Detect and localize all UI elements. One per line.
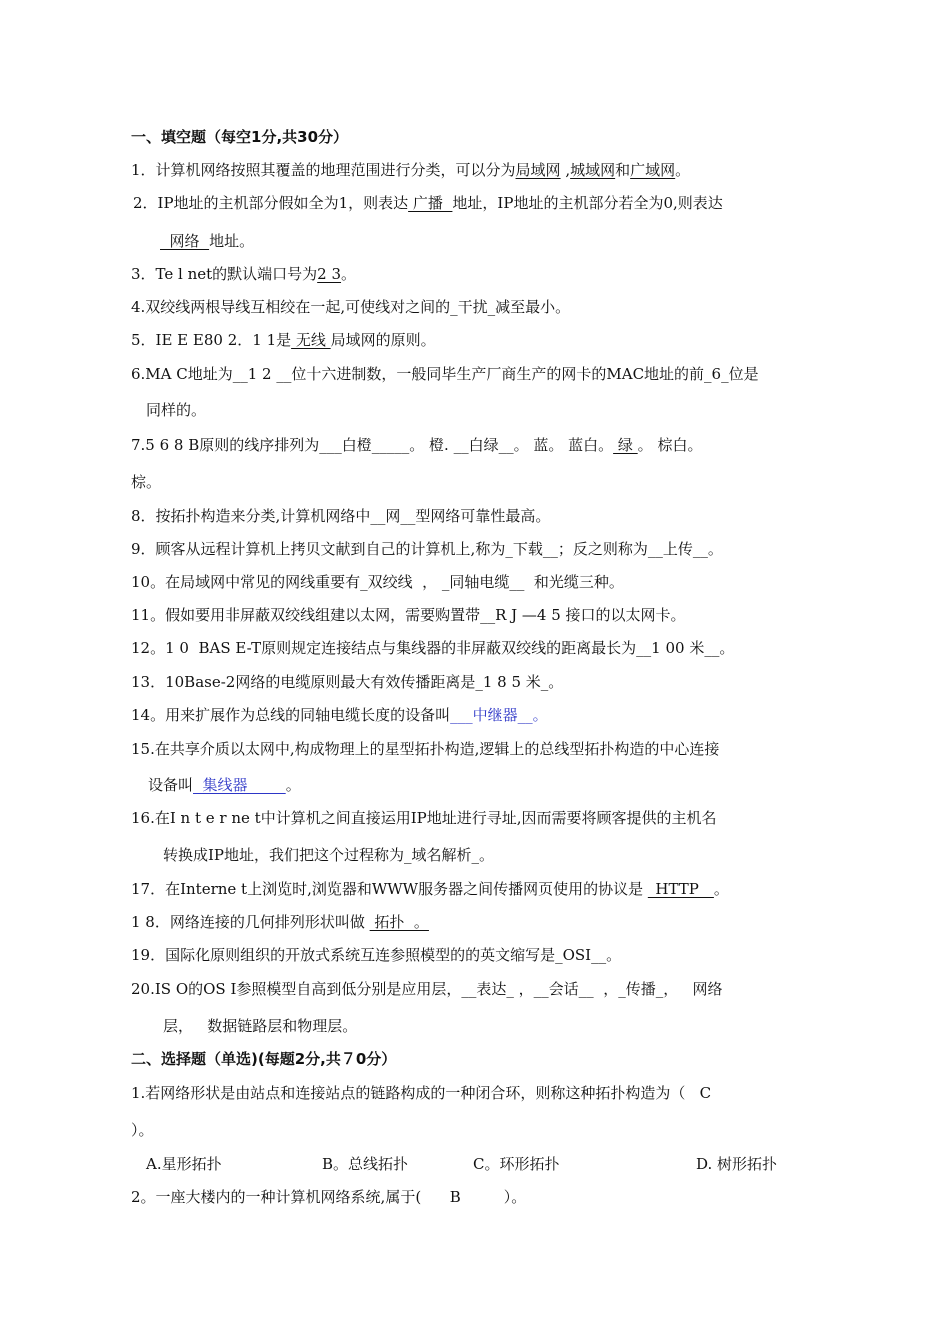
question-12: 12。1 0 BAS E-T原则规定连接结点与集线器的非屏蔽双绞线的距离最长为__1 00 米__。 <box>131 639 735 657</box>
question-13: 13．10Base-2网络的电缆原则最大有效传播距离是_1 8 5 米_。 <box>131 673 564 691</box>
question-3 <box>131 264 356 284</box>
question-15: 15.在共享介质以太网中,构成物理上的星型拓扑构造,逻辑上的总线型拓扑构造的中心连接 <box>131 740 720 758</box>
q14-answer: ___中继器__。 <box>450 706 548 724</box>
q15-end: 。 <box>285 776 301 794</box>
q1-end: 。 <box>675 161 691 179</box>
section1-title: 一、填空题（每空1分,共30分） <box>131 128 349 146</box>
question-7-cont: 棕。 <box>131 473 162 491</box>
question-20: 20.IS O的OS I参照模型自高到低分别是应用层，__表达_ ，__会话__ ，_传播_， 网络 <box>131 980 723 998</box>
q1-and: 和 <box>615 161 631 179</box>
q1-answer-lan: 局域网 <box>515 161 561 179</box>
choice-question-1-cont: ）。 <box>131 1121 154 1139</box>
choice-option-c: C。环形拓扑 <box>473 1155 560 1173</box>
q1-answer-man: 城域网 <box>570 161 616 179</box>
question-18 <box>131 912 429 932</box>
question-8: 8．按拓扑构造来分类,计算机网络中__网__型网络可靠性最高。 <box>131 507 551 525</box>
q5-end: 局域网的原则。 <box>330 331 436 349</box>
q7-answer: 绿 <box>613 436 638 454</box>
question-16: 16.在I n t e r ne t中计算机之间直接运用IP地址进行寻址,因而需要将顾客提供的主机名 <box>131 809 717 827</box>
question-6: 6.MA C地址为__1 2 __位十六进制数，一般同毕生产厂商生产的网卡的MAC地址的前_6_位是 <box>131 365 759 383</box>
q18-text: 1 8．网络连接的几何排列形状叫做 <box>131 913 370 931</box>
q7-text: 7.5 6 8 B原则的线序排列为___白橙_____。 橙. __白绿__。 蓝。 蓝白。 <box>131 436 614 454</box>
question-19: 19．国际化原则组织的开放式系统互连参照模型的的英文缩写是_OSI__。 <box>131 946 622 964</box>
q3-text: 3．Te l net的默认端口号为 <box>131 265 318 283</box>
q2-text: 2．IP地址的主机部分假如全为1，则表达 <box>133 194 409 212</box>
choice-question-2: 2。一座大楼内的一种计算机网络系统,属于( B ）。 <box>131 1188 527 1206</box>
q2-end: 地址。 <box>209 232 255 250</box>
q17-text: 17．在Interne t上浏览时,浏览器和WWW服务器之间传播网页使用的协议是 <box>131 880 648 898</box>
q3-answer: 2 3 <box>317 265 342 283</box>
q1-sep: , <box>560 161 571 179</box>
q2-text-mid: 地址，IP地址的主机部分若全为0,则表达 <box>452 194 723 212</box>
question-14 <box>131 705 548 725</box>
choice-option-a: A.星形拓扑 <box>146 1155 222 1173</box>
choice-option-d: D. 树形拓扑 <box>696 1155 778 1173</box>
question-6-cont: 同样的。 <box>146 401 207 419</box>
question-4: 4.双绞线两根导线互相绞在一起,可使线对之间的_干扰_减至最小。 <box>131 298 571 316</box>
question-20-cont: 层， 数据链路层和物理层。 <box>163 1017 358 1035</box>
question-9: 9．顾客从远程计算机上拷贝文献到自己的计算机上,称为_下载__；反之则称为__上传__。 <box>131 540 723 558</box>
q3-end: 。 <box>341 265 357 283</box>
q18-answer: 拓扑 。 <box>369 913 429 931</box>
q17-answer: _HTTP__ <box>647 880 714 898</box>
q15-answer: 集线器 <box>193 776 286 794</box>
choice-option-b: B。总线拓扑 <box>322 1155 409 1173</box>
question-7 <box>131 435 702 455</box>
q1-text: 1．计算机网络按照其覆盖的地理范围进行分类，可以分为 <box>131 161 516 179</box>
question-11: 11。假如要用非屏蔽双绞线组建以太网，需要购置带__R J —4 5 接口的以太网卡。 <box>131 606 686 624</box>
question-5 <box>131 330 436 350</box>
q15-text: 设备叫 <box>148 776 194 794</box>
question-15-cont <box>148 775 301 795</box>
section2-title: 二、选择题（单选)(每题2分,共７0分） <box>131 1050 397 1068</box>
question-2 <box>133 193 723 213</box>
question-1 <box>131 160 690 180</box>
q2-answer-network: 网络 <box>160 232 210 250</box>
q17-end: 。 <box>713 880 729 898</box>
question-16-cont: 转换成IP地址，我们把这个过程称为_域名解析_。 <box>163 846 495 864</box>
question-10: 10。在局域网中常见的网线重要有_双绞线 ， _同轴电缆__ 和光缆三种。 <box>131 573 624 591</box>
q5-text: 5．IE E E80 2．1 1是 <box>131 331 292 349</box>
q2-answer-broadcast: 广播 <box>408 194 453 212</box>
q7-end: 。 棕白。 <box>637 436 703 454</box>
question-17 <box>131 879 729 899</box>
question-2-cont <box>160 231 254 251</box>
q14-text: 14。用来扩展作为总线的同轴电缆长度的设备叫 <box>131 706 451 724</box>
q5-answer: 无线 <box>291 331 331 349</box>
choice-question-1: 1.若网络形状是由站点和连接站点的链路构成的一种闭合环，则称这种拓扑构造为（ C <box>131 1084 712 1102</box>
q1-answer-wan: 广域网 <box>630 161 676 179</box>
